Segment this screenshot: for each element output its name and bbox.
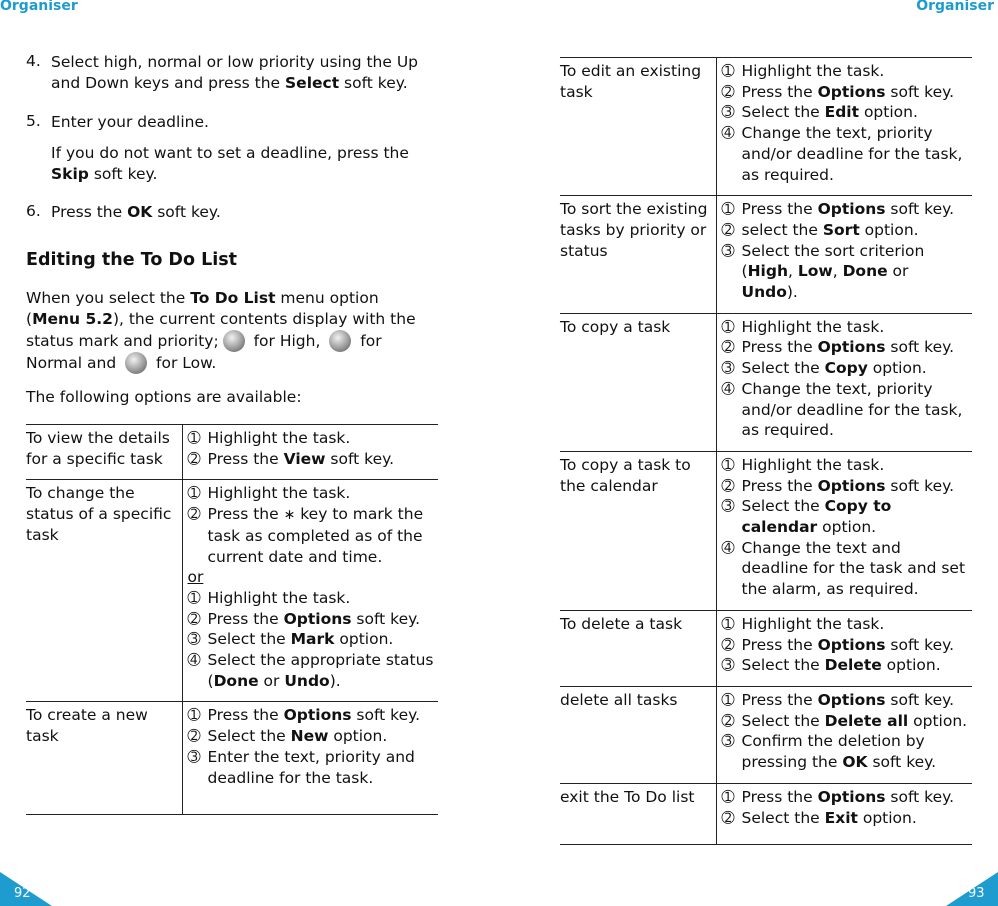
key-select: Select (285, 74, 340, 92)
criterion-name: Low (797, 262, 833, 281)
step-text: option. (817, 518, 877, 537)
step-4 (26, 52, 436, 94)
step-marker: ➁ (187, 609, 201, 628)
option-steps (716, 610, 972, 686)
section-heading: Editing the To Do List (26, 250, 238, 270)
step-text: Select the (741, 711, 825, 730)
key-name: Options (817, 200, 886, 219)
step-marker: ➂ (721, 497, 735, 516)
table-row (560, 196, 972, 314)
step-text: Select the (741, 359, 825, 378)
step-marker: ➁ (721, 220, 735, 239)
menu-option-name: To Do List (190, 289, 276, 307)
step-text: soft key. (325, 449, 394, 468)
step-text: Select high, normal or low priority using the Up and Down keys and press the (51, 53, 419, 92)
key-name: Options (817, 476, 886, 495)
step-text: select the (741, 220, 823, 239)
option-steps (716, 58, 972, 196)
step-marker: ➁ (721, 338, 735, 357)
step-marker: ➁ (721, 476, 735, 495)
table-row (560, 451, 972, 610)
step-marker: ➃ (721, 538, 735, 557)
step-text: soft key. (351, 706, 421, 725)
step-text: Press the (207, 609, 284, 628)
step-marker: ➀ (187, 588, 201, 607)
table-row (560, 58, 972, 196)
or-separator: or (187, 568, 204, 587)
step-text: Change the text and deadline for the task and set the alarm, as required. (741, 538, 966, 599)
step-text: soft key. (885, 635, 955, 654)
step-text: option. (867, 359, 927, 378)
step-marker: ➁ (721, 808, 735, 827)
key-name: OK (842, 753, 868, 772)
step-text: Confirm the deletion by pressing the (741, 732, 925, 772)
key-name: View (283, 449, 326, 468)
option-steps (716, 313, 972, 451)
option-name: Edit (824, 103, 860, 122)
step-text: , (787, 262, 798, 281)
step-text: soft key. (867, 753, 937, 772)
key-name: Options (817, 82, 886, 101)
step-text: option. (859, 220, 919, 239)
step-text: Select the (207, 727, 291, 746)
step-text: Highlight the task. (741, 62, 885, 80)
option-name: Sort (822, 220, 860, 239)
option-name: Copy to calendar (741, 497, 892, 537)
option-steps (182, 425, 438, 480)
step-text: , (832, 262, 843, 281)
step-marker: ➂ (721, 103, 735, 122)
step-text: soft key. (885, 82, 955, 101)
table-row (560, 313, 972, 451)
step-text: Highlight the task. (741, 614, 885, 633)
step-text: option. (859, 103, 918, 122)
intro-text: When you select the (26, 289, 191, 307)
step-text: or (887, 262, 909, 281)
step-marker: ➀ (721, 690, 735, 709)
step-text: option. (334, 630, 394, 649)
step-text: Highlight the task. (741, 455, 885, 474)
step-text: Select the appropriate status ( (207, 651, 434, 690)
intro-text: for High, (248, 332, 326, 350)
step-text: Press the (207, 706, 284, 725)
priority-high-icon (223, 330, 245, 352)
step-marker: ➀ (187, 706, 201, 725)
option-steps (182, 702, 438, 815)
step-marker: ➃ (721, 124, 735, 143)
step-marker: ➁ (721, 82, 735, 101)
star-key-icon: ∗ (283, 507, 296, 524)
table-row (26, 702, 438, 815)
step-text: soft key. (152, 203, 221, 221)
option-name: Exit (824, 808, 858, 827)
step-text: Press the (741, 476, 818, 495)
step-number: 4. (26, 52, 41, 70)
step-text: Select the (207, 630, 291, 649)
option-label: To view the details for a specific task (26, 429, 170, 468)
step-text: Press the (741, 338, 818, 357)
step-text: Enter the text, priority and deadline for the task. (207, 747, 415, 787)
step-text: Press the (51, 203, 128, 221)
page-header-left: Organiser (0, 0, 78, 14)
step-text: ). (329, 671, 341, 690)
step-text: or (258, 671, 285, 690)
option-label: To copy a task to the calendar (560, 455, 691, 495)
intro-paragraph (26, 288, 436, 374)
step-marker: ➀ (187, 429, 201, 447)
step-text: key to mark the task as completed as of the current date and time. (207, 505, 424, 566)
option-label: To create a new task (26, 706, 148, 746)
page-number-right (946, 872, 998, 906)
step-marker: ➁ (187, 727, 201, 746)
key-name: Options (817, 690, 886, 709)
step-marker: ➁ (187, 449, 201, 468)
priority-normal-icon (329, 330, 351, 352)
key-skip: Skip (51, 165, 89, 183)
step-marker: ➂ (721, 656, 735, 675)
intro-text: for Normal and (26, 332, 382, 372)
options-intro: The following options are available: (26, 388, 302, 406)
option-name: New (290, 727, 329, 746)
option-label: To change the status of a specific task (26, 484, 172, 544)
option-name: Copy (824, 359, 868, 378)
step-text: Select the sort criterion ( (741, 241, 925, 281)
step-text: Press the (207, 449, 284, 468)
table-row (26, 425, 438, 480)
step-text: option. (908, 711, 968, 730)
page-header-right: Organiser (916, 0, 994, 14)
table-row (26, 480, 438, 702)
step-text: Highlight the task. (207, 588, 351, 607)
key-name: Options (283, 706, 352, 725)
step-text: Press the (741, 82, 818, 101)
step-marker: ➀ (721, 787, 735, 806)
key-name: Options (817, 338, 886, 357)
option-name: Delete all (824, 711, 909, 730)
option-label: To delete a task (560, 614, 683, 633)
criterion-name: High (747, 262, 788, 281)
step-text: option. (857, 808, 917, 827)
step-number: 6. (26, 202, 41, 220)
intro-text: ), the current contents display with the status mark and priority; (26, 310, 416, 350)
step-6 (26, 202, 436, 223)
option-name: Delete (824, 656, 882, 675)
step-5-note (26, 143, 436, 185)
step-marker: ➀ (721, 455, 735, 474)
note-text: If you do not want to set a deadline, press the (51, 144, 409, 162)
status-name: Done (213, 671, 259, 690)
step-marker: ➁ (721, 711, 735, 730)
intro-text: menu option ( (26, 289, 379, 328)
option-label: To edit an existing task (560, 62, 702, 101)
option-name: Mark (290, 630, 335, 649)
step-marker: ➂ (721, 241, 735, 260)
step-text: soft key. (351, 609, 421, 628)
step-text: Select the (741, 808, 825, 827)
step-text: option. (881, 656, 941, 675)
page-number-text: 93 (968, 886, 985, 901)
step-text: Press the (741, 787, 818, 806)
table-row (560, 686, 972, 783)
step-text: Change the text, priority and/or deadline for the task, as required. (741, 379, 963, 440)
option-steps (716, 686, 972, 783)
step-text: Highlight the task. (207, 484, 351, 503)
status-name: Undo (284, 671, 330, 690)
step-marker: ➀ (721, 317, 735, 336)
page-number-text: 92 (14, 886, 31, 901)
step-text: soft key. (885, 787, 955, 806)
option-steps (716, 783, 972, 844)
step-text: soft key. (339, 74, 408, 92)
step-marker: ➀ (721, 614, 735, 633)
key-name: Options (817, 787, 886, 806)
option-label: delete all tasks (560, 690, 678, 709)
key-name: Options (283, 609, 352, 628)
intro-text: for Low. (151, 354, 217, 372)
step-marker: ➁ (721, 635, 735, 654)
option-steps (182, 480, 438, 702)
step-text: Highlight the task. (207, 429, 351, 447)
options-table-right (560, 57, 972, 845)
table-row (560, 610, 972, 686)
step-text: Press the (741, 200, 818, 219)
step-marker: ➀ (721, 62, 735, 80)
step-marker: ➃ (721, 379, 735, 398)
option-steps (716, 451, 972, 610)
table-row (560, 783, 972, 844)
criterion-name: Done (842, 262, 888, 281)
step-marker: ➁ (187, 505, 201, 524)
step-text: soft key. (885, 690, 955, 709)
step-text: Press the (207, 505, 284, 524)
step-5 (26, 112, 436, 133)
option-steps (716, 196, 972, 314)
step-text: Enter your deadline. (51, 113, 209, 131)
step-marker: ➂ (187, 630, 201, 649)
step-marker: ➂ (187, 747, 201, 766)
key-name: Options (817, 635, 886, 654)
step-text: soft key. (885, 200, 955, 219)
menu-number: Menu 5.2 (32, 310, 113, 328)
step-marker: ➀ (721, 200, 735, 219)
step-text: option. (328, 727, 388, 746)
option-label: To sort the existing tasks by priority or status (560, 200, 708, 260)
step-text: Select the (741, 497, 825, 516)
step-text: Press the (741, 635, 818, 654)
criterion-name: Undo (741, 283, 787, 302)
step-text: Select the (741, 103, 825, 122)
step-marker: ➂ (721, 732, 735, 751)
step-text: soft key. (885, 338, 955, 357)
step-text: Press the (741, 690, 818, 709)
step-text: Highlight the task. (741, 317, 885, 336)
step-marker: ➂ (721, 359, 735, 378)
options-table-left (26, 424, 438, 815)
step-text: ). (786, 283, 798, 302)
step-marker: ➀ (187, 484, 201, 503)
note-text: soft key. (88, 165, 158, 183)
priority-low-icon (125, 352, 147, 374)
step-text: Select the (741, 656, 825, 675)
key-ok: OK (127, 203, 153, 221)
option-label: To copy a task (560, 317, 671, 336)
step-text: Change the text, priority and/or deadline for the task, as required. (741, 124, 963, 184)
step-number: 5. (26, 112, 41, 130)
page-number-left (0, 872, 52, 906)
option-label: exit the To Do list (560, 787, 695, 806)
step-marker: ➃ (187, 651, 201, 670)
step-text: soft key. (885, 476, 955, 495)
